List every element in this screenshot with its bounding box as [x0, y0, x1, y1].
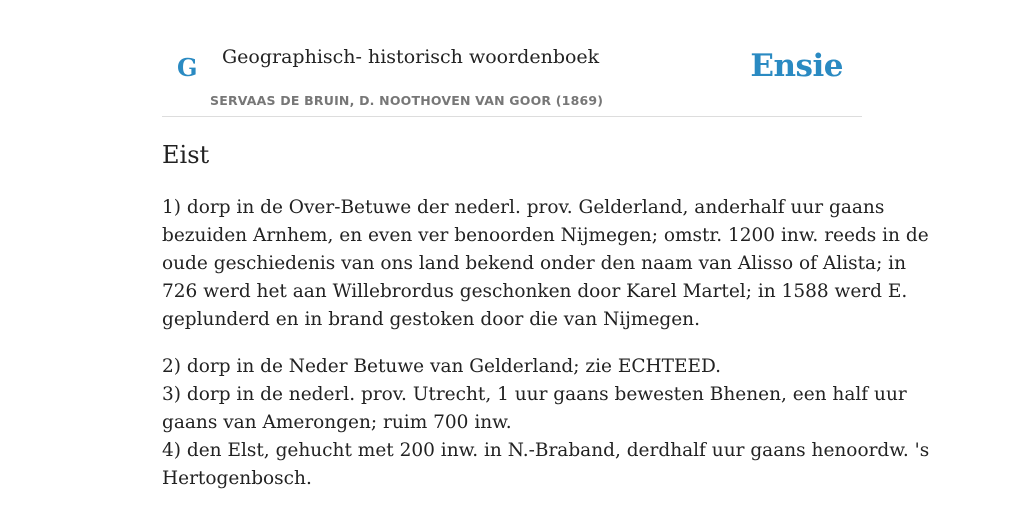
dictionary-logo[interactable]: G [177, 53, 198, 82]
entry-text-line: 726 werd het aan Willebrordus geschonken door Karel Martel; in 1588 werd E. [162, 281, 908, 302]
entry-text-line: Hertogenbosch. [162, 468, 312, 489]
entry-paragraph-1 [162, 194, 929, 334]
entry-text-line: 4) den Elst, gehucht met 200 inw. in N.-Braband, derdhalf uur gaans henoordw. 's [162, 440, 930, 461]
entry-text-line: geplunderd en in brand gestoken door die van Nijmegen. [162, 309, 700, 330]
entry-text-line: 1) dorp in de Over-Betuwe der nederl. prov. Gelderland, anderhalf uur gaans [162, 197, 885, 218]
entry-paragraph-2 [162, 353, 930, 493]
ensie-brand-logo[interactable]: Ensie [750, 48, 843, 84]
page-header [162, 0, 862, 117]
entry-text-line: oude geschiedenis van ons land bekend onder den naam van Alisso of Alista; in [162, 253, 907, 274]
entry-content [162, 139, 930, 493]
entry-headword: Eist [162, 141, 210, 169]
dictionary-authors: SERVAAS DE BRUIN, D. NOOTHOVEN VAN GOOR (1869) [210, 93, 604, 108]
dictionary-title[interactable]: Geographisch- historisch woordenboek [222, 46, 600, 68]
entry-text-line: 3) dorp in de nederl. prov. Utrecht, 1 uur gaans bewesten Bhenen, een half uur [162, 384, 907, 405]
entry-text-line: gaans van Amerongen; ruim 700 inw. [162, 412, 512, 433]
entry-text-line: 2) dorp in de Neder Betuwe van Gelderland; zie ECHTEED. [162, 356, 722, 377]
entry-text-line: bezuiden Arnhem, en even ver benoorden Nijmegen; omstr. 1200 inw. reeds in de [162, 225, 929, 246]
